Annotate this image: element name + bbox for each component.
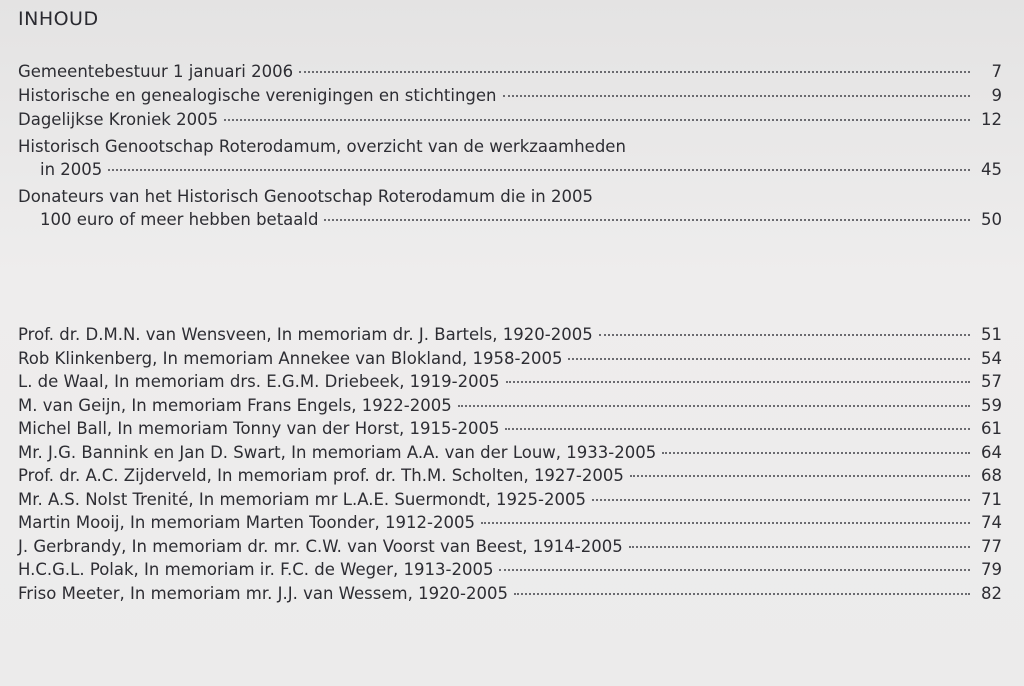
toc-entry bbox=[18, 535, 1002, 559]
toc-entry-title: Dagelijkse Kroniek 2005 bbox=[18, 110, 219, 129]
toc-entry bbox=[18, 394, 1002, 418]
toc-entry-title: H.C.G.L. Polak, In memoriam ir. F.C. de Weger, 1913-2005 bbox=[18, 560, 494, 579]
toc-entry-page: 9 bbox=[991, 86, 1002, 105]
toc-entry-page: 57 bbox=[981, 372, 1002, 391]
dot-leader bbox=[503, 95, 971, 97]
toc-section-general bbox=[18, 60, 1002, 232]
dot-leader bbox=[630, 475, 970, 477]
toc-entry-title: Mr. J.G. Bannink en Jan D. Swart, In memoriam A.A. van der Louw, 1933-2005 bbox=[18, 442, 657, 462]
toc-entry-title: Martin Mooij, In memoriam Marten Toonder, 1912-2005 bbox=[18, 513, 475, 532]
dot-leader bbox=[662, 452, 970, 454]
toc-entry bbox=[18, 582, 1002, 606]
toc-entry bbox=[18, 464, 1002, 488]
dot-leader bbox=[505, 428, 970, 430]
toc-entry-page: 45 bbox=[981, 160, 1002, 179]
toc-entry-page: 59 bbox=[981, 395, 1002, 415]
toc-entry bbox=[18, 323, 1002, 347]
toc-entry-title-continued: in 2005 bbox=[40, 160, 103, 179]
toc-entry-title: L. de Waal, In memoriam drs. E.G.M. Driebeek, 1919-2005 bbox=[18, 372, 500, 391]
toc-entry-page: 68 bbox=[981, 466, 1002, 485]
toc-entry-title: J. Gerbrandy, In memoriam dr. mr. C.W. van Voorst van Beest, 1914-2005 bbox=[18, 536, 623, 556]
toc-entry bbox=[18, 347, 1002, 371]
toc-entry-title: Friso Meeter, In memoriam mr. J.J. van Wessem, 1920-2005 bbox=[18, 583, 509, 603]
dot-leader bbox=[458, 405, 970, 407]
toc-entry-title: Michel Ball, In memoriam Tonny van der Horst, 1915-2005 bbox=[18, 419, 500, 438]
toc-entry bbox=[18, 511, 1002, 535]
dot-leader bbox=[481, 522, 970, 524]
page-title: INHOUD bbox=[18, 8, 99, 30]
toc-entry-page: 54 bbox=[981, 348, 1002, 368]
dot-leader bbox=[324, 219, 970, 221]
toc-entry-title-continued: 100 euro of meer hebben betaald bbox=[40, 210, 319, 229]
toc-entry bbox=[18, 370, 1002, 394]
toc-entry-title: Historisch Genootschap Roterodamum, overzicht van de werkzaamheden bbox=[18, 136, 626, 156]
dot-leader bbox=[629, 546, 970, 548]
toc-entry-page: 79 bbox=[981, 560, 1002, 579]
toc-entry-page: 71 bbox=[981, 489, 1002, 509]
toc-entry-title: Prof. dr. D.M.N. van Wensveen, In memoriam dr. J. Bartels, 1920-2005 bbox=[18, 325, 593, 344]
toc-entry-title: Gemeentebestuur 1 januari 2006 bbox=[18, 62, 294, 81]
dot-leader bbox=[514, 593, 970, 595]
dot-leader bbox=[599, 334, 970, 336]
toc-entry-page: 12 bbox=[981, 110, 1002, 129]
dot-leader bbox=[224, 119, 970, 121]
dot-leader bbox=[568, 358, 970, 360]
toc-entry-page: 82 bbox=[981, 583, 1002, 603]
toc-entry-title: Prof. dr. A.C. Zijderveld, In memoriam prof. dr. Th.M. Scholten, 1927-2005 bbox=[18, 466, 624, 485]
toc-section-memoriam bbox=[18, 323, 1002, 605]
toc-entry-title: Rob Klinkenberg, In memoriam Annekee van Blokland, 1958-2005 bbox=[18, 348, 563, 368]
toc-entry-page: 64 bbox=[981, 442, 1002, 462]
toc-entry-title: Mr. A.S. Nolst Trenité, In memoriam mr L.A.E. Suermondt, 1925-2005 bbox=[18, 489, 586, 509]
toc-entry bbox=[18, 60, 1002, 84]
toc-entry bbox=[18, 135, 1002, 182]
toc-entry bbox=[18, 558, 1002, 582]
dot-leader bbox=[592, 499, 970, 501]
toc-entry bbox=[18, 488, 1002, 512]
toc-entry-page: 51 bbox=[981, 325, 1002, 344]
toc-entry-page: 77 bbox=[981, 536, 1002, 556]
dot-leader bbox=[499, 569, 970, 571]
toc-entry bbox=[18, 185, 1002, 232]
toc-entry-page: 74 bbox=[981, 513, 1002, 532]
toc-entry bbox=[18, 417, 1002, 441]
toc-entry-title: M. van Geijn, In memoriam Frans Engels, 1922-2005 bbox=[18, 395, 452, 415]
toc-entry-title: Donateurs van het Historisch Genootschap Roterodamum die in 2005 bbox=[18, 186, 593, 206]
toc-entry bbox=[18, 84, 1002, 108]
dot-leader bbox=[108, 169, 970, 171]
dot-leader bbox=[299, 71, 970, 73]
toc-entry-title: Historische en genealogische verenigingen en stichtingen bbox=[18, 86, 497, 105]
toc-entry-page: 61 bbox=[981, 419, 1002, 438]
toc-entry bbox=[18, 108, 1002, 132]
dot-leader bbox=[506, 381, 970, 383]
toc-entry-page: 50 bbox=[981, 210, 1002, 229]
toc-entry-page: 7 bbox=[991, 62, 1002, 81]
toc-entry bbox=[18, 441, 1002, 465]
